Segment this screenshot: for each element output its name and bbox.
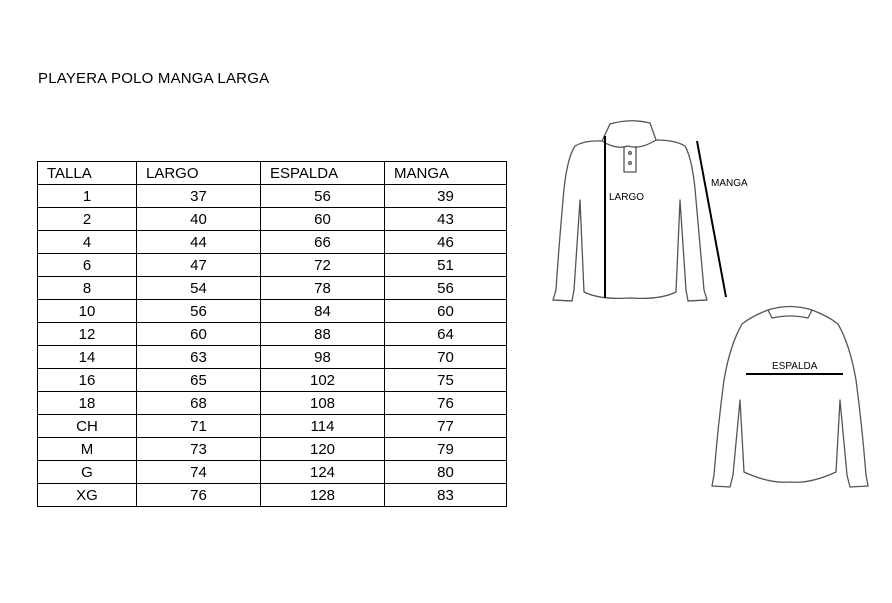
cell-talla: M (38, 438, 137, 461)
cell-talla: 2 (38, 208, 137, 231)
cell-espalda: 72 (261, 254, 385, 277)
cell-manga: 77 (385, 415, 507, 438)
cell-espalda: 66 (261, 231, 385, 254)
cell-manga: 46 (385, 231, 507, 254)
cell-talla: XG (38, 484, 137, 507)
cell-espalda: 98 (261, 346, 385, 369)
cell-manga: 60 (385, 300, 507, 323)
cell-espalda: 56 (261, 185, 385, 208)
cell-largo: 37 (137, 185, 261, 208)
cell-espalda: 114 (261, 415, 385, 438)
cell-largo: 65 (137, 369, 261, 392)
cell-manga: 39 (385, 185, 507, 208)
header-manga: MANGA (385, 162, 507, 185)
cell-talla: 6 (38, 254, 137, 277)
cell-talla: 1 (38, 185, 137, 208)
cell-espalda: 124 (261, 461, 385, 484)
cell-talla: 12 (38, 323, 137, 346)
cell-talla: 8 (38, 277, 137, 300)
cell-manga: 70 (385, 346, 507, 369)
header-espalda: ESPALDA (261, 162, 385, 185)
cell-talla: 16 (38, 369, 137, 392)
cell-manga: 64 (385, 323, 507, 346)
cell-espalda: 60 (261, 208, 385, 231)
cell-largo: 60 (137, 323, 261, 346)
cell-manga: 80 (385, 461, 507, 484)
cell-largo: 73 (137, 438, 261, 461)
cell-manga: 51 (385, 254, 507, 277)
cell-espalda: 108 (261, 392, 385, 415)
header-talla: TALLA (38, 162, 137, 185)
cell-largo: 74 (137, 461, 261, 484)
cell-largo: 47 (137, 254, 261, 277)
shirt-back-illustration (712, 307, 868, 488)
cell-largo: 56 (137, 300, 261, 323)
largo-label: LARGO (609, 192, 645, 203)
cell-manga: 56 (385, 277, 507, 300)
cell-espalda: 102 (261, 369, 385, 392)
cell-largo: 54 (137, 277, 261, 300)
shirt-front-illustration (553, 121, 707, 301)
cell-talla: CH (38, 415, 137, 438)
cell-largo: 71 (137, 415, 261, 438)
cell-talla: 10 (38, 300, 137, 323)
cell-largo: 63 (137, 346, 261, 369)
cell-espalda: 120 (261, 438, 385, 461)
cell-largo: 44 (137, 231, 261, 254)
cell-largo: 40 (137, 208, 261, 231)
cell-largo: 68 (137, 392, 261, 415)
cell-manga: 79 (385, 438, 507, 461)
espalda-label: ESPALDA (772, 361, 818, 372)
cell-talla: 14 (38, 346, 137, 369)
cell-talla: 18 (38, 392, 137, 415)
cell-espalda: 128 (261, 484, 385, 507)
cell-talla: G (38, 461, 137, 484)
cell-talla: 4 (38, 231, 137, 254)
cell-manga: 75 (385, 369, 507, 392)
cell-espalda: 84 (261, 300, 385, 323)
cell-espalda: 88 (261, 323, 385, 346)
manga-measure-line (697, 141, 726, 297)
cell-manga: 76 (385, 392, 507, 415)
manga-label: MANGA (711, 178, 748, 189)
cell-manga: 83 (385, 484, 507, 507)
header-largo: LARGO (137, 162, 261, 185)
cell-largo: 76 (137, 484, 261, 507)
cell-espalda: 78 (261, 277, 385, 300)
cell-manga: 43 (385, 208, 507, 231)
page-title: PLAYERA POLO MANGA LARGA (38, 70, 270, 87)
